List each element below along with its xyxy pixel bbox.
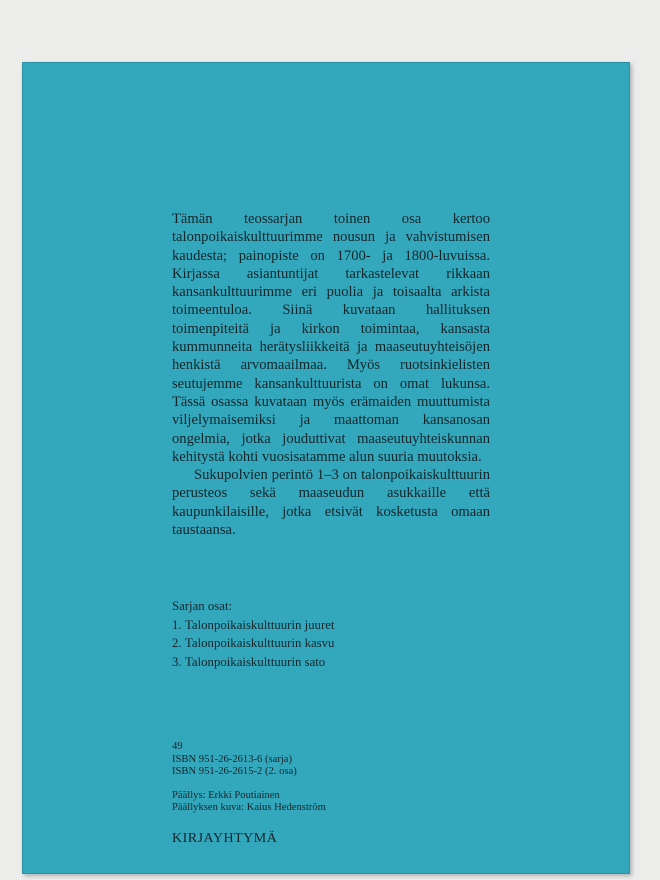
series-item: [172, 634, 334, 653]
series-item-title: Talonpoikaiskulttuurin juuret: [185, 617, 335, 632]
cover-image-credit: Päällyksen kuva: Kaius Hedenström: [172, 802, 326, 813]
class-number: 49: [172, 741, 183, 752]
catalog-block: [172, 741, 326, 815]
series-heading: Sarjan osat:: [172, 599, 233, 613]
spacer: [172, 779, 326, 790]
series-item-number: 1.: [172, 617, 182, 632]
series-item-number: 3.: [172, 654, 182, 669]
publisher-name: KIRJAYHTYMÄ: [172, 831, 278, 846]
description-paragraph-1: Tämän teossarjan toinen osa kertoo talonpoikaiskulttuurimme nousun ja vahvistumisen kaudesta; painopiste on 1700- ja 1800-luvuissa. Kirjassa asiantuntijat tarkastelevat rikkaan kansankulttuurimme eri puolia ja toisaalta arkista toimeentuloa. Siinä kuvataan hallituksen toimenpiteitä ja kirkon toimintaa, kansasta kummunneita herätysliikkeitä ja maaseutuyhteisöjen henkistä arvomaailmaa. Myös ruotsinkielisten seutujemme kansankulttuurista on omat lukunsa. Tässä osassa kuvataan myös erämaiden muuttumista viljelymaisemiksi ja maattoman kansanosan ongelmia, jotka jouduttivat maaseutuyhteiskunnan kehitystä kohti vuosisatamme alun suuria muutoksia.: [172, 211, 490, 465]
series-item-number: 2.: [172, 636, 182, 651]
series-list: [172, 616, 334, 672]
description-paragraph-2: Sukupolvien perintö 1–3 on talonpoikaiskulttuurin perusteos sekä maaseudun asukkaille että kaupunkilaisille, jotka etsivät kosketusta omaan taustaansa.: [172, 467, 490, 539]
isbn-volume: ISBN 951-26-2615-2 (2. osa): [172, 766, 297, 777]
series-item: [172, 653, 334, 672]
series-item-title: Talonpoikaiskulttuurin kasvu: [185, 636, 335, 651]
series-list-block: [172, 597, 334, 671]
series-item: [172, 616, 334, 635]
series-item-title: Talonpoikaiskulttuurin sato: [185, 654, 326, 669]
description-block: [172, 210, 490, 539]
cover-design-credit: Päällys: Erkki Poutiainen: [172, 789, 280, 801]
book-back-cover: [22, 62, 630, 874]
isbn-series: ISBN 951-26-2613-6 (sarja): [172, 753, 293, 765]
